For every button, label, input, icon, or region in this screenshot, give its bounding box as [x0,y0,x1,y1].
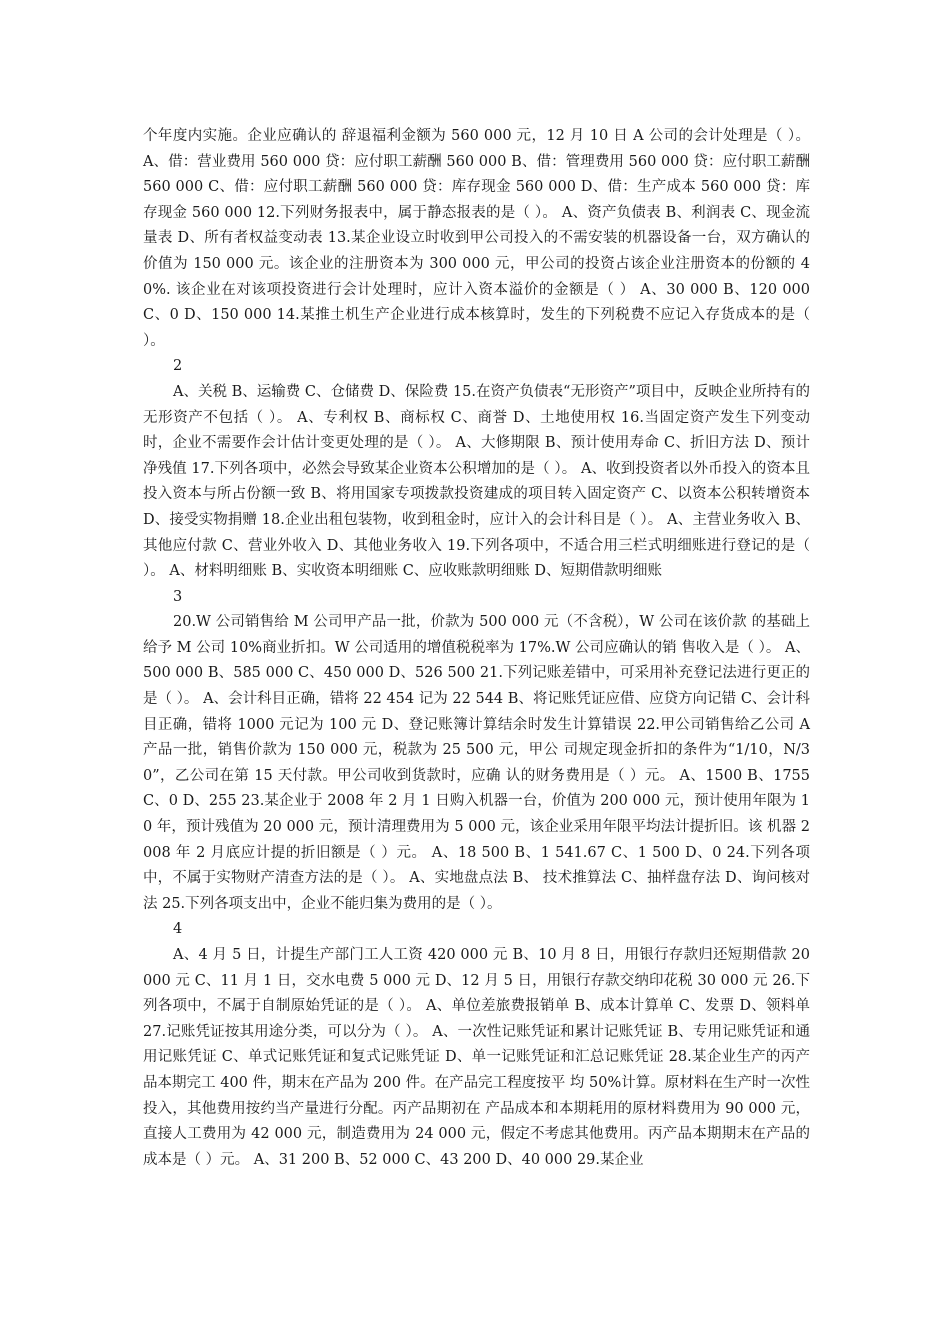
page-number-3: 3 [173,588,183,605]
paragraph-3: 20.W 公司销售给 M 公司甲产品一批，价款为 500 000 元（不含税），W 公司在该价款 的基础上给予 M 公司 10%商业折扣。W 公司适用的增值税税率为 17%.W 公司应确认的销 售收入是（ ）。 A、500 000 B、585 000 C、450 000 D、526 500 21.下列记账差错中，可采用补充登记法进行更正的是（ ）。 A、会计科目正确，错将 22 454 记为 22 544 B、将记账凭证应借、应贷方向记错 C、会计科目正确，错将 1000 元记为 100 元 D、登记账簿计算结余时发生计算错误 22.甲公司销售给乙公司 A 产品一批，销售价款为 150 000 元，税款为 25 500 元，甲公 司规定现金折扣的条件为“1/10，N/30”，乙公司在第 15 天付款。甲公司收到货款时，应确 认的财务费用是（ ）元。 A、1500 B、1755 C、0 D、255 23.某企业于 2008 年 2 月 1 日购入机器一台，价值为 200 000 元，预计使用年限为 10 年，预计残值为 20 000 元，预计清理费用为 5 000 元，该企业采用年限平均法计提折旧。该 机器 2008 年 2 月底应计提的折旧额是（ ）元。 A、18 500 B、1 541.67 C、1 500 D、0 24.下列各项中，不属于实物财产清查方法的是（ ）。 A、实地盘点法 B、 技术推算法 C、抽样盘存法 D、询问核对法 25.下列各项支出中，企业不能归集为费用的是（ ）。 [143,614,810,912]
page-number-2: 2 [173,358,183,375]
paragraph-1: 个年度内实施。企业应确认的 辞退福利金额为 560 000 元，12 月 10 日 A 公司的会计处理是（ ）。 A、借：营业费用 560 000 贷：应付职工薪酬 560 000 B、借：管理费用 560 000 贷：应付职工薪酬 560 000 C、借：应付职工薪酬 560 000 贷：库存现金 560 000 D、借：生产成本 560 000 贷：库存现金 560 000 12.下列财务报表中，属于静态报表的是（ ）。 A、资产负债表 B、利润表 C、现金流量表 D、所有者权益变动表 13.某企业设立时收到甲公司投入的不需安装的机器设备一台，双方确认的价值为 150 000 元。该企业的注册资本为 300 000 元，甲公司的投资占该企业注册资本的份额的 40%. 该企业在对该项投资进行会计处理时，应计入资本溢价的金额是（ ） A、30 000 B、120 000 C、0 D、150 000 14.某推土机生产企业进行成本核算时，发生的下列税费不应记入存货成本的是（ ）。 [143,128,810,349]
document-page [143,124,810,1173]
paragraph-2: A、关税 B、运输费 C、仓储费 D、保险费 15.在资产负债表“无形资产”项目中，反映企业所持有的无形资产不包括（ ）。 A、专利权 B、商标权 C、商誉 D、土地使用权 16.当固定资产发生下列变动时，企业不需要作会计估计变更处理的是（ ）。 A、大修期限 B、预计使用寿命 C、折旧方法 D、预计净残值 17.下列各项中，必然会导致某企业资本公积增加的是（ ）。 A、收到投资者以外币投入的资本且投入资本与所占份额一致 B、将用国家专项拨款投资建成的项目转入固定资产 C、以资本公积转增资本 D、接受实物捐赠 18.企业出租包装物，收到租金时，应计入的会计科目是（ ）。 A、主营业务收入 B、其他应付款 C、营业外收入 D、其他业务收入 19.下列各项中，不适合用三栏式明细账进行登记的是（ ）。 A、材料明细账 B、实收资本明细账 C、应收账款明细账 D、短期借款明细账 [143,383,810,580]
paragraph-4: A、4 月 5 日，计提生产部门工人工资 420 000 元 B、10 月 8 日，用银行存款归还短期借款 20 000 元 C、11 月 1 日，交水电费 5 000 元 D、12 月 5 日，用银行存款交纳印花税 30 000 元 26.下列各项中，不属于自制原始凭证的是（ ）。 A、单位差旅费报销单 B、成本计算单 C、发票 D、领料单 27.记账凭证按其用途分类，可以分为（ ）。 A、一次性记账凭证和累计记账凭证 B、专用记账凭证和通用记账凭证 C、单式记账凭证和复式记账凭证 D、单一记账凭证和汇总记账凭证 28.某企业生产的丙产品本期完工 400 件，期末在产品为 200 件。在产品完工程度按平 均 50%计算。原材料在生产时一次性投入，其他费用按约当产量进行分配。丙产品期初在 产品成本和本期耗用的原材料费用为 90 000 元，直接人工费用为 42 000 元，制造费用为 24 000 元，假定不考虑其他费用。丙产品本期期末在产品的成本是（ ）元。 A、31 200 B、52 000 C、43 200 D、40 000 29.某企业 [143,947,810,1168]
page-number-4: 4 [173,921,183,938]
